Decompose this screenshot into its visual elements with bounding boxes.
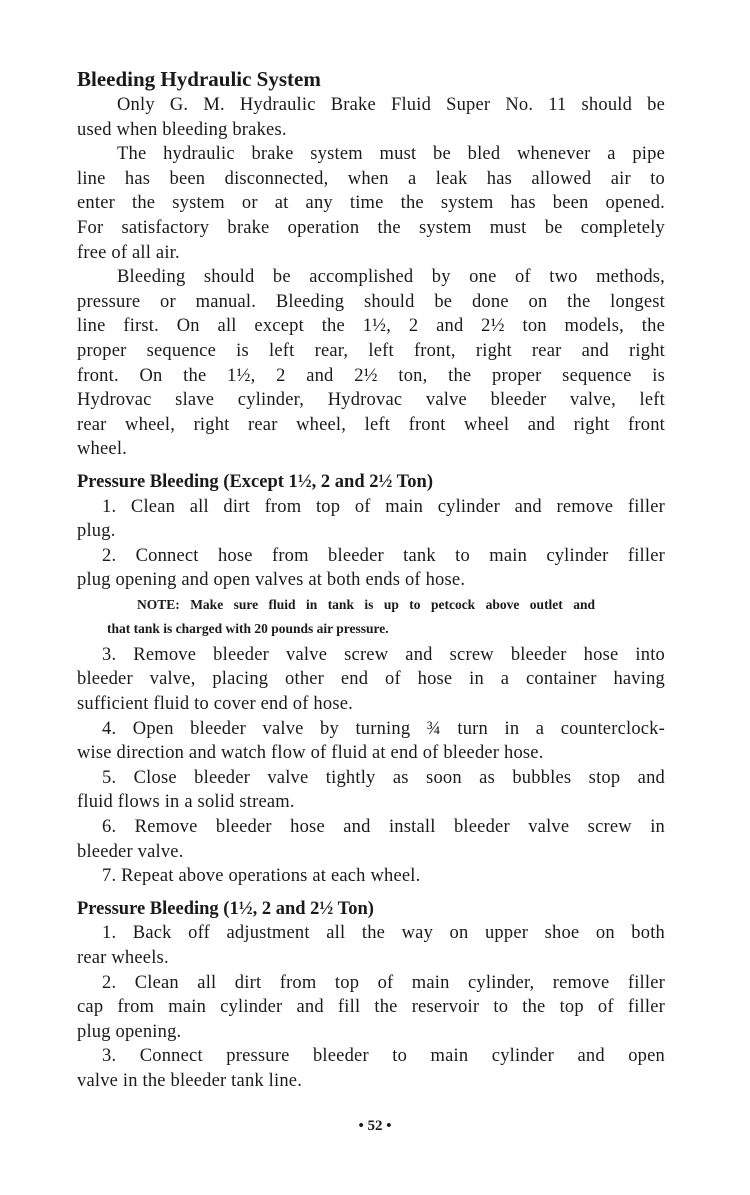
text-line: NOTE: Make sure fluid in tank is up to petcock above outlet and [137,596,595,612]
text-line: wise direction and watch flow of fluid at end of bleeder hose. [77,743,544,764]
text-line: line has been disconnected, when a leak has allowed air to [77,168,665,189]
text-line: rear wheel, right rear wheel, left front wheel and right front [77,414,665,435]
text-line: 5. Close bleeder valve tightly as soon as bubbles stop and [102,767,665,788]
text-line: wheel. [77,439,127,460]
text-line: 3. Connect pressure bleeder to main cylinder and open [102,1046,665,1067]
text-line: that tank is charged with 20 pounds air pressure. [107,620,389,636]
section-title: Bleeding Hydraulic System [77,67,321,91]
text-line: 2. Clean all dirt from top of main cylinder, remove filler [102,972,665,993]
text-line: The hydraulic brake system must be bled whenever a pipe [117,144,665,165]
text-line: 3. Remove bleeder valve screw and screw bleeder hose into [102,644,665,665]
text-line: 1. Back off adjustment all the way on upper shoe on both [102,923,665,944]
numbered-step [77,544,665,593]
numbered-step [77,717,665,766]
numbered-step [77,495,665,544]
text-line: For satisfactory brake operation the system must be completely [77,217,665,238]
numbered-step [77,815,665,864]
text-line: 1. Clean all dirt from top of main cylinder and remove filler [102,496,665,517]
text-line: Bleeding should be accomplished by one of two methods, [117,267,665,288]
text-line: plug opening. [77,1021,182,1042]
text-line: 4. Open bleeder valve by turning ¾ turn in a counterclock- [102,718,665,739]
text-line: line first. On all except the 1½, 2 and 2½ ton models, the [77,316,665,337]
numbered-step [77,1044,665,1093]
numbered-step [77,766,665,815]
text-line: 7. Repeat above operations at each wheel. [102,866,421,887]
text-line: used when bleeding brakes. [77,119,287,140]
text-line: Only G. M. Hydraulic Brake Fluid Super No. 11 should be [117,95,665,115]
numbered-step [77,864,665,889]
document-page [77,66,665,1094]
text-line: cap from main cylinder and fill the reservoir to the top of filler [77,997,665,1018]
text-line: pressure or manual. Bleeding should be done on the longest [77,291,665,312]
text-line: bleeder valve, placing other end of hose in a container having [77,669,665,690]
page-number: • 52 • [358,1118,392,1134]
text-line: plug. [77,521,116,542]
text-line: free of all air. [77,242,180,263]
subsection-heading: Pressure Bleeding (Except 1½, 2 and 2½ Ton) [77,471,433,492]
text-line: Hydrovac slave cylinder, Hydrovac valve bleeder valve, left [77,390,665,411]
text-line: sufficient fluid to cover end of hose. [77,694,353,715]
subsection-heading: Pressure Bleeding (1½, 2 and 2½ Ton) [77,898,374,919]
numbered-step [77,643,665,717]
paragraph [77,142,665,265]
text-line: bleeder valve. [77,841,184,862]
text-line: fluid flows in a solid stream. [77,792,295,813]
numbered-step [77,971,665,1045]
text-line: valve in the bleeder tank line. [77,1070,303,1091]
text-line: 2. Connect hose from bleeder tank to main cylinder filler [102,545,665,566]
paragraph [77,265,665,462]
note [77,595,665,639]
text-line: enter the system or at any time the system has been opened. [77,193,665,214]
text-line: plug opening and open valves at both ends of hose. [77,570,466,591]
text-line: proper sequence is left rear, left front, right rear and right [77,340,665,361]
text-line: 6. Remove bleeder hose and install bleeder valve screw in [102,817,665,838]
document-body [77,93,665,1094]
text-line: front. On the 1½, 2 and 2½ ton, the proper sequence is [77,365,665,386]
numbered-step [77,921,665,970]
text-line: rear wheels. [77,948,169,968]
paragraph [77,93,665,142]
